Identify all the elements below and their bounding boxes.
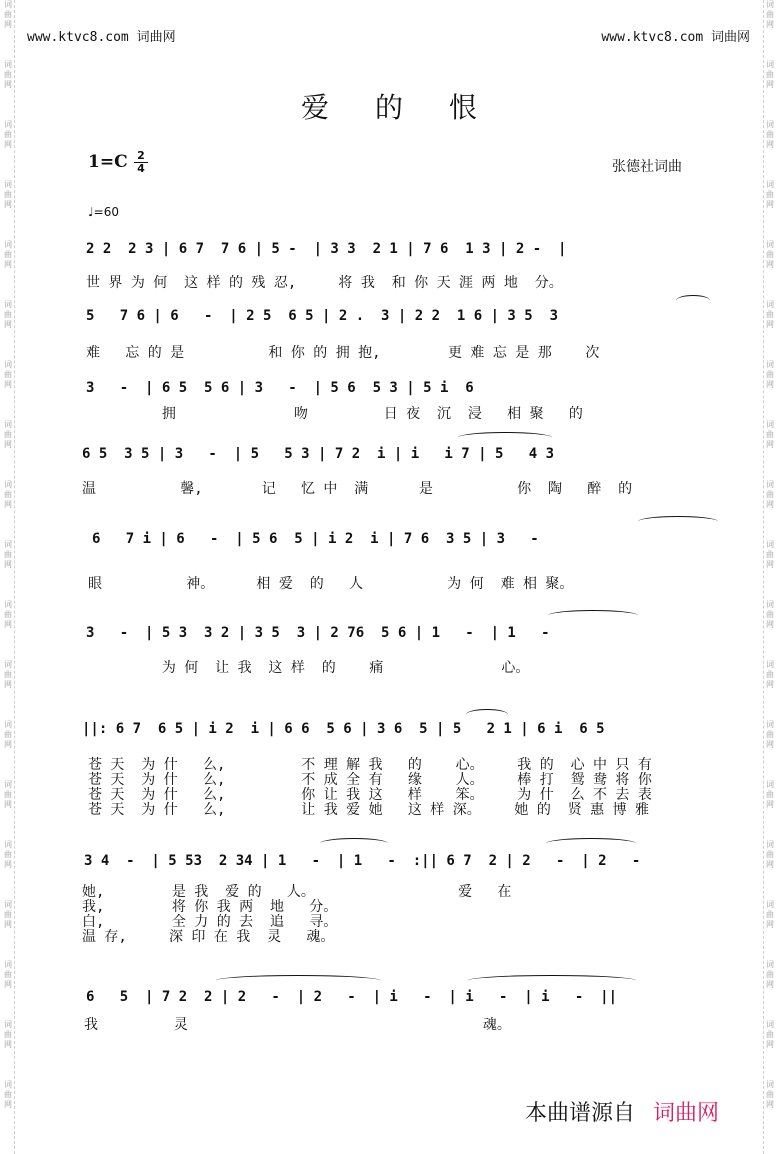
notation-row-1: 2 2 2 3 | 6 7 7 6 | 5 - | 3 3 2 1 | 7 6 1 3 | 2 - | (86, 241, 567, 257)
lyrics-row-8-verse-3: 白, 全 力 的 去 追 寻。 (82, 914, 338, 930)
lyrics-row-8-verse-1: 她, 是 我 爱 的 人。 爱 在 (82, 884, 512, 900)
notation-row-8: 3 4 - | 5 53 2 34 | 1 - | 1 - :|| 6 7 2 | 2 - | 2 - (84, 853, 641, 869)
time-signature-top: 2 (137, 149, 145, 162)
time-signature-bottom: 4 (137, 162, 145, 175)
song-authors: 张德社词曲 (612, 159, 682, 175)
tempo-marking: ♩=60 (88, 205, 119, 219)
song-title: 爱的恨 (300, 91, 523, 124)
notation-row-9: 6 5 | 7 2 2 | 2 - | 2 - | i - | i - | i - || (86, 989, 618, 1005)
lyrics-row-7-verse-4: 苍 天 为 什 么, 让 我 爱 她 这 样 深。 她 的 贤 惠 博 雅 (88, 802, 650, 818)
notation-row-7: ||: 6 7 6 5 | i 2 i | 6 6 5 6 | 3 6 5 | 5 2 1 | 6 i 6 5 (82, 721, 605, 737)
left-watermark-column: 词 曲 网 词 曲 网 词 曲 网 词 曲 网 词 曲 网 词 曲 网 词 曲 网 词 曲 网 词 曲 网 词 曲 网 词 曲 网 词 曲 网 词 曲 网 词 曲 网 词 曲 网 词 曲 网 词 曲 网 词 曲 网 词 曲 网 (4, 0, 12, 1109)
lyrics-row-9: 我 灵 魂。 (84, 1017, 511, 1033)
notation-row-4: 6 5 3 5 | 3 - | 5 5 3 | 7 2 i | i i 7 | 5 4 3 (82, 446, 555, 462)
notation-row-6: 3 - | 5 3 3 2 | 3 5 3 | 2 76 5 6 | 1 - | 1 - (86, 625, 550, 641)
tie-slur (638, 516, 718, 527)
tie-slur (458, 432, 552, 443)
lyrics-row-8-verse-4: 温 存, 深 印 在 我 灵 魂。 (82, 929, 335, 945)
lyrics-row-1: 世 界 为 何 这 样 的 残 忍, 将 我 和 你 天 涯 两 地 分。 (86, 275, 563, 291)
tie-slur (548, 610, 638, 621)
tie-slur (546, 838, 636, 849)
lyrics-row-3: 拥 吻 日 夜 沉 浸 相 聚 的 (86, 406, 583, 422)
lyrics-row-8-verse-2: 我, 将 你 我 两 地 分。 (82, 899, 338, 915)
site-watermark-right: www.ktvc8.com 词曲网 (601, 30, 750, 45)
tie-slur (466, 709, 508, 720)
tie-slur (216, 975, 380, 986)
lyrics-row-7-verse-1: 苍 天 为 什 么, 不 理 解 我 的 心。 我 的 心 中 只 有 (88, 757, 652, 773)
right-watermark-column: 词 曲 网 词 曲 网 词 曲 网 词 曲 网 词 曲 网 词 曲 网 词 曲 网 词 曲 网 词 曲 网 词 曲 网 词 曲 网 词 曲 网 词 曲 网 词 曲 网 词 曲 网 词 曲 网 词 曲 网 词 曲 网 词 曲 网 (766, 0, 774, 1109)
lyrics-row-7-verse-2: 苍 天 为 什 么, 不 成 全 有 缘 人。 棒 打 鸳 鸯 将 你 (88, 772, 652, 788)
notation-row-3: 3 - | 6 5 5 6 | 3 - | 5 6 5 3 | 5 i 6 (86, 380, 474, 396)
tie-slur (468, 975, 636, 986)
site-watermark-left: www.ktvc8.com 词曲网 (27, 30, 176, 45)
notation-row-5: 6 7 i | 6 - | 5 6 5 | i 2 i | 7 6 3 5 | 3 - (92, 531, 539, 547)
lyrics-row-2: 难 忘 的 是 和 你 的 拥 抱, 更 难 忘 是 那 次 (86, 345, 600, 361)
source-brand-link[interactable]: 词曲网 (653, 1101, 720, 1126)
lyrics-row-6: 为 何 让 我 这 样 的 痛 心。 (86, 660, 530, 676)
notation-row-2: 5 7 6 | 6 - | 2 5 6 5 | 2 . 3 | 2 2 1 6 | 3 5 3 (86, 308, 559, 324)
source-label: 本曲谱源自 (525, 1101, 636, 1126)
time-signature (134, 150, 148, 175)
lyrics-row-5: 眼 神。 相 爱 的 人 为 何 难 相 聚。 (88, 576, 574, 592)
source-footer (525, 1096, 719, 1127)
key-signature: 1=C (88, 152, 128, 172)
lyrics-row-7-verse-3: 苍 天 为 什 么, 你 让 我 这 样 笨。 为 什 么 不 去 表 (88, 787, 652, 803)
tie-slur (676, 295, 710, 306)
lyrics-row-4: 温 馨, 记 忆 中 满 是 你 陶 醉 的 (82, 481, 633, 497)
tie-slur (320, 838, 388, 849)
